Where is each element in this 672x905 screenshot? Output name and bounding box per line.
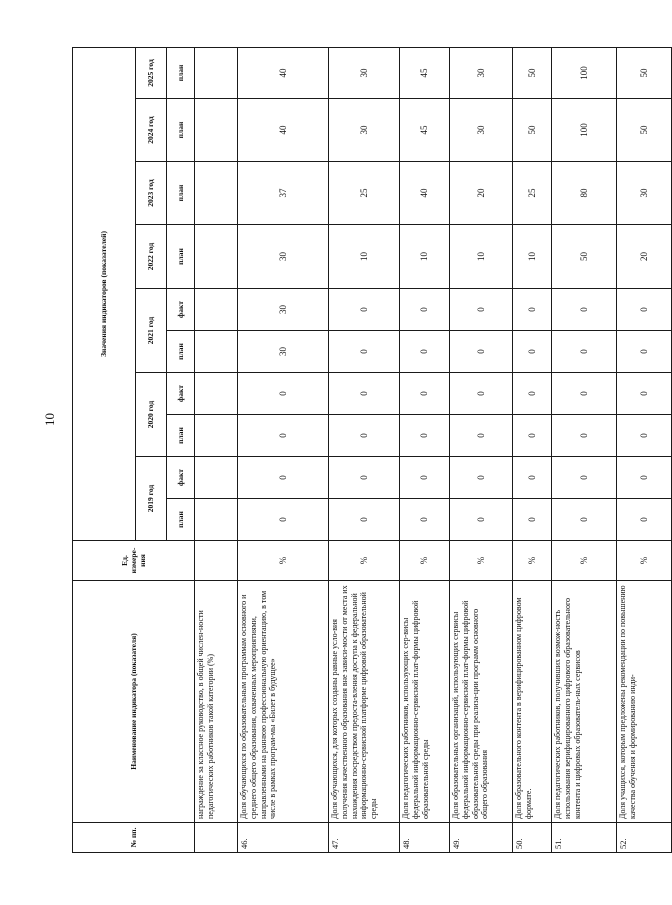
value-cell: 50: [552, 225, 617, 289]
value-cell: 30: [450, 99, 513, 162]
page-number: 10: [42, 413, 57, 426]
indicator-name-cell: Доля педагогических работников, получивших возмож-ность использования верифицированного цифрового образовательного контента и цифровых образователь-ных сервисов: [552, 581, 617, 823]
value-cell: 30: [329, 99, 400, 162]
indicators-table: [72, 47, 672, 853]
value-cell: 0: [329, 499, 400, 541]
value-cell: 0: [552, 331, 617, 373]
row-number-cell: 52.: [617, 823, 672, 853]
value-cell: 0: [513, 373, 552, 415]
header-fact: факт: [167, 457, 195, 499]
table-row: [329, 47, 400, 852]
header-row-1: [73, 47, 136, 852]
header-fact: факт: [167, 289, 195, 331]
value-cell: 0: [400, 457, 450, 499]
value-cell: 0: [329, 331, 400, 373]
value-cell: 100: [552, 47, 617, 98]
value-cell: 45: [400, 99, 450, 162]
value-cell: 0: [329, 373, 400, 415]
header-plan: план: [167, 99, 195, 162]
row-number-cell: 51.: [552, 823, 617, 853]
header-year-2022: 2022 год: [136, 225, 167, 289]
rotated-page-content: [72, 48, 649, 853]
header-unit: Ед. измере-ния: [73, 541, 195, 581]
header-plan: план: [167, 162, 195, 225]
value-cell: 20: [617, 225, 672, 289]
table-row: [450, 47, 513, 852]
header-plan: план: [167, 47, 195, 98]
value-cell: 0: [617, 415, 672, 457]
value-cell: 25: [513, 162, 552, 225]
header-values-group: Значения индикаторов (показателей): [73, 47, 136, 540]
header-no: № пп.: [73, 823, 195, 853]
value-cell: 0: [617, 373, 672, 415]
value-cell: 45: [400, 47, 450, 98]
unit-cell: %: [617, 541, 672, 581]
row-number-cell: 47.: [329, 823, 400, 853]
value-cell: 10: [513, 225, 552, 289]
value-cell: 50: [513, 47, 552, 98]
value-cell: 0: [513, 331, 552, 373]
indicator-name-cell: Доля обучающихся, для которых созданы равные усло-вия получения качественного образования вне зависи-мости от места их нахождения посредством предоста-вления доступа к федеральной информационно-сервисной платформе цифровой образовательной среды: [329, 581, 400, 823]
header-plan: план: [167, 331, 195, 373]
value-cell: 30: [238, 331, 329, 373]
table-row: [400, 47, 450, 852]
value-cell: 0: [513, 415, 552, 457]
value-cell: 0: [329, 415, 400, 457]
table-row: [617, 47, 672, 852]
value-cell: 100: [552, 99, 617, 162]
value-cell: 0: [400, 289, 450, 331]
value-cell: 0: [329, 289, 400, 331]
row-number-cell: 46.: [238, 823, 329, 853]
value-cell: 40: [238, 47, 329, 98]
value-cell: 40: [400, 162, 450, 225]
header-plan: план: [167, 499, 195, 541]
value-cell: 10: [329, 225, 400, 289]
value-cell: 0: [329, 457, 400, 499]
value-cell: 0: [450, 415, 513, 457]
value-cell: 0: [513, 457, 552, 499]
value-cell: 0: [400, 373, 450, 415]
header-year-2023: 2023 год: [136, 162, 167, 225]
header-year-2025: 2025 год: [136, 47, 167, 98]
value-cell: 10: [400, 225, 450, 289]
header-year-2024: 2024 год: [136, 99, 167, 162]
table-frame: [72, 48, 649, 853]
value-cell: 0: [513, 289, 552, 331]
header-year-2021: 2021 год: [136, 289, 167, 373]
unit-cell: %: [400, 541, 450, 581]
table-row: [238, 47, 329, 852]
value-cell: 0: [450, 457, 513, 499]
unit-cell: %: [552, 541, 617, 581]
indicator-name-cell: Доля педагогических работников, использующих сер-висы федеральной информационно-сервисной плат-формы цифровой образовательной среды: [400, 581, 450, 823]
header-name: Наименование индикатора (показателя): [73, 581, 195, 823]
row-number-cell: [195, 823, 238, 853]
header-year-2020: 2020 год: [136, 373, 167, 457]
value-cell: 30: [329, 47, 400, 98]
indicator-name-cell: Доля учащихся, которым предложены рекомендации по повышению качества обучения и формированию инди-: [617, 581, 672, 823]
unit-cell: %: [450, 541, 513, 581]
value-cell: 50: [617, 99, 672, 162]
indicator-name-cell: Доля обучающихся по образовательным программам основного и среднего общего образования, охваченных мероприятиями, направленными на раннюю профессиональную ориентацию, в том числе в рамках програм-мы «Билет в будущее»: [238, 581, 329, 823]
value-cell: 40: [238, 99, 329, 162]
value-cell: 0: [552, 373, 617, 415]
value-cell: 37: [238, 162, 329, 225]
value-cell: 30: [617, 162, 672, 225]
value-cell: 30: [238, 225, 329, 289]
value-cell: 0: [238, 415, 329, 457]
value-cell: 0: [617, 457, 672, 499]
header-year-2019: 2019 год: [136, 457, 167, 541]
row-number-cell: 50.: [513, 823, 552, 853]
value-cell: 0: [238, 373, 329, 415]
header-plan: план: [167, 225, 195, 289]
header-plan: план: [167, 415, 195, 457]
value-cell: 0: [238, 499, 329, 541]
value-cell: 0: [400, 499, 450, 541]
row-number-cell: 49.: [450, 823, 513, 853]
value-cell: 0: [450, 373, 513, 415]
unit-cell: %: [513, 541, 552, 581]
header-fact: факт: [167, 373, 195, 415]
value-cell: 0: [400, 415, 450, 457]
indicator-name-cell: Доля образовательных организаций, использующих сервисы федеральной информационно-сервисной плат-формы цифровой образовательной среды при реализа-ции программ основного общего образования: [450, 581, 513, 823]
unit-cell: %: [238, 541, 329, 581]
value-cell: 0: [552, 289, 617, 331]
value-cell: 50: [513, 99, 552, 162]
value-cell: 0: [450, 331, 513, 373]
value-cell: 0: [552, 499, 617, 541]
value-cell: 0: [400, 331, 450, 373]
value-cell: 0: [513, 499, 552, 541]
value-cell: 0: [552, 415, 617, 457]
value-cell: 0: [552, 457, 617, 499]
unit-cell: %: [329, 541, 400, 581]
value-cell: 30: [450, 47, 513, 98]
value-cell: 0: [450, 289, 513, 331]
value-cell: 10: [450, 225, 513, 289]
value-cell: 0: [617, 331, 672, 373]
value-cell: 0: [617, 499, 672, 541]
indicator-name-cell: награждение за классное руководство, в общей числен-ности педагогических работников такой категории (%): [195, 581, 238, 823]
table-row: [513, 47, 552, 852]
row-number-cell: 48.: [400, 823, 450, 853]
value-cell: 0: [238, 457, 329, 499]
value-cell: 0: [617, 289, 672, 331]
value-cell: 20: [450, 162, 513, 225]
value-cell: 25: [329, 162, 400, 225]
table-row: [552, 47, 617, 852]
value-cell: 80: [552, 162, 617, 225]
table-row-continuation: [195, 47, 238, 852]
value-cell: 30: [238, 289, 329, 331]
value-cell: 0: [450, 499, 513, 541]
value-cell: 50: [617, 47, 672, 98]
indicator-name-cell: Доля образовательного контента в верифицированном цифровом формате.: [513, 581, 552, 823]
